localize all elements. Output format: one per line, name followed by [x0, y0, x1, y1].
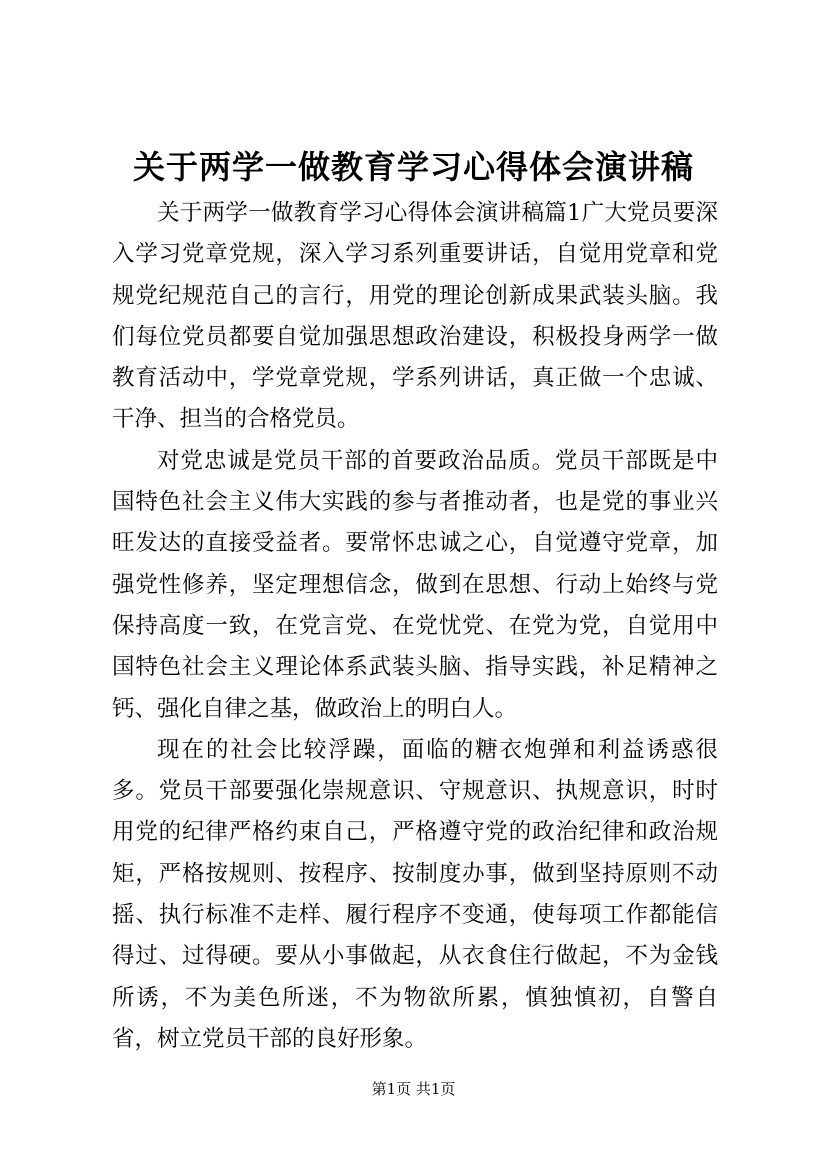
- paragraph-2: 对党忠诚是党员干部的首要政治品质。党员干部既是中国特色社会主义伟大实践的参与者推动者，也是党的事业兴旺发达的直接受益者。要常怀忠诚之心，自觉遵守党章，加强党性修养，坚定理想信念，做到在思想、行动上始终与党保持高度一致，在党言党、在党忧党、在党为党，自觉用中国特色社会主义理论体系武装头脑、指导实践，补足精神之钙、强化自律之基，做政治上的明白人。: [112, 447, 718, 722]
- document-title: 关于两学一做教育学习心得体会演讲稿: [132, 148, 694, 186]
- paragraph-1: 关于两学一做教育学习心得体会演讲稿篇1广大党员要深入学习党章党规，深入学习系列重要讲话，自觉用党章和党规党纪规范自己的言行，用党的理论创新成果武装头脑。我们每位党员都要自觉加强思想政治建设，积极投身两学一做教育活动中，学党章党规，学系列讲话，真正做一个忠诚、干净、担当的合格党员。: [112, 200, 718, 433]
- page-number-footer: 第1页 共1页: [371, 1080, 456, 1098]
- document-body: [112, 193, 718, 1060]
- paragraph-3: 现在的社会比较浮躁，面临的糖衣炮弹和利益诱惑很多。党员干部要强化崇规意识、守规意识、执规意识，时时用党的纪律严格约束自己，严格遵守党的政治纪律和政治规矩，严格按规则、按程序、按制度办事，做到坚持原则不动摇、执行标准不走样、履行程序不变通，使每项工作都能信得过、过得硬。要从小事做起，从衣食住行做起，不为金钱所诱，不为美色所迷，不为物欲所累，慎独慎初，自警自省，树立党员干部的良好形象。: [112, 736, 718, 1052]
